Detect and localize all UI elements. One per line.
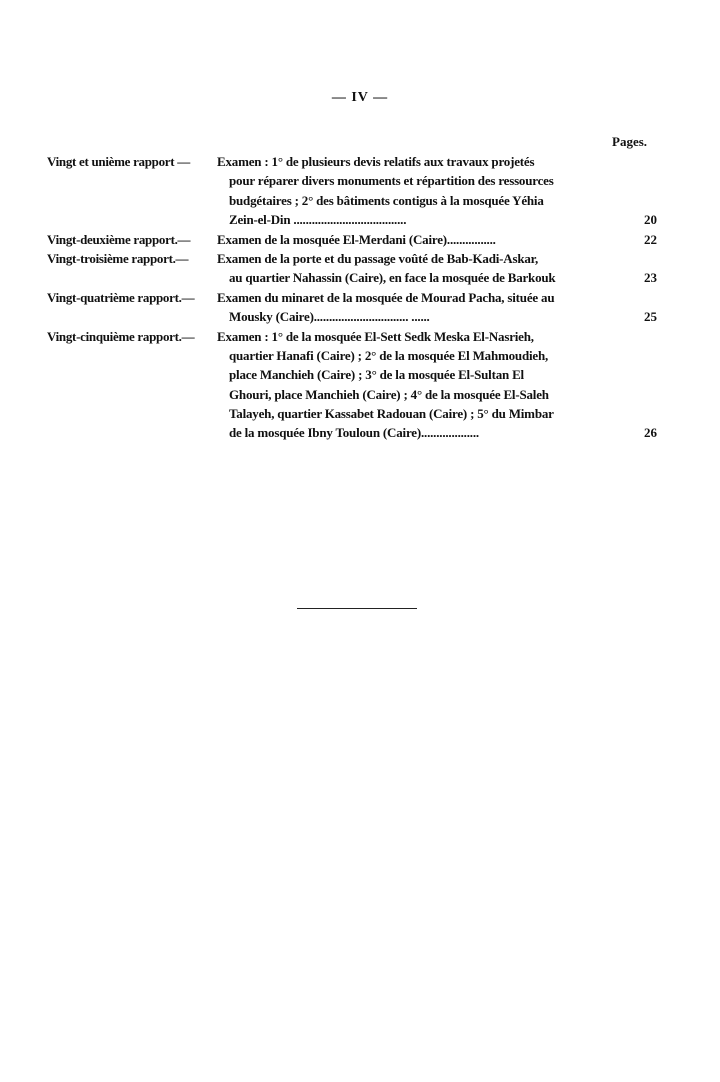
- entry-text-line: Examen : 1° de plusieurs devis relatifs aux travaux projetés: [217, 154, 535, 169]
- entry-text-line: Talayeh, quartier Kassabet Radouan (Caire) ; 5° du Mimbar: [229, 406, 554, 422]
- entry-label: Vingt-troisième rapport.—: [47, 250, 189, 266]
- entry-text-line: Mousky (Caire)............................... ......: [229, 309, 430, 325]
- entry-text-line: Zein-el-Din .....................................: [229, 212, 407, 228]
- entry-body: [217, 249, 669, 288]
- entry-body: [217, 230, 669, 249]
- entry-text-line: budgétaires ; 2° des bâtiments contigus à la mosquée Yéhia: [229, 192, 544, 208]
- entry-page-number: 26: [644, 425, 657, 441]
- entry-text-line: Examen : 1° de la mosquée El-Sett Sedk Meska El-Nasrieh,: [217, 328, 534, 344]
- page-number-header: — IV —: [331, 90, 389, 105]
- entry-page-number: 25: [644, 309, 657, 325]
- entry-text-line: de la mosquée Ibny Touloun (Caire)...................: [229, 425, 479, 441]
- entry-label: Vingt-deuxième rapport.—: [47, 231, 191, 247]
- entry-page-number: 22: [644, 231, 657, 247]
- entry-text-line: place Manchieh (Caire) ; 3° de la mosquée El-Sultan El: [229, 367, 524, 383]
- entry-text-line: quartier Hanafi (Caire) ; 2° de la mosquée El Mahmoudieh,: [229, 347, 549, 363]
- entry-text-line: au quartier Nahassin (Caire), en face la mosquée de Barkouk: [229, 270, 556, 286]
- entry-page-number: 20: [644, 212, 657, 228]
- entry-text-line: pour réparer divers monuments et répartition des ressources: [229, 173, 554, 189]
- entry-label: Vingt-quatrième rapport.—: [47, 289, 195, 305]
- table-of-contents: [47, 152, 669, 443]
- section-divider-rule: [297, 608, 417, 609]
- entry-text-line: Examen de la mosquée El-Merdani (Caire)................: [217, 231, 496, 247]
- toc-entry: [47, 249, 669, 288]
- entry-page-number: 23: [644, 270, 657, 286]
- entry-body: [217, 327, 669, 443]
- entry-body: [217, 288, 669, 327]
- pages-column-heading: Pages.: [612, 134, 648, 149]
- entry-text-line: Examen du minaret de la mosquée de Mourad Pacha, située au: [217, 289, 555, 305]
- entry-text-line: Examen de la porte et du passage voûté de Bab-Kadi-Askar,: [217, 250, 539, 266]
- entry-body: [217, 152, 669, 230]
- toc-entry: [47, 327, 669, 443]
- toc-entry: [47, 152, 669, 230]
- entry-text-line: Ghouri, place Manchieh (Caire) ; 4° de la mosquée El-Saleh: [229, 386, 549, 402]
- toc-entry: [47, 288, 669, 327]
- toc-entry: [47, 230, 669, 249]
- entry-label: Vingt et unième rapport —: [47, 154, 190, 169]
- entry-label: Vingt-cinquième rapport.—: [47, 328, 195, 344]
